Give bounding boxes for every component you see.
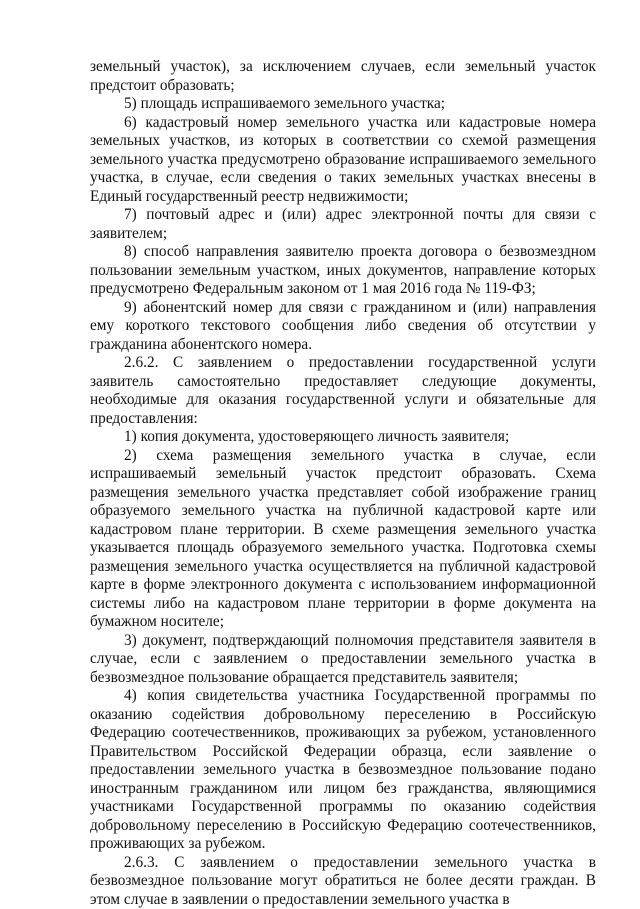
paragraph-doc-item-1: 1) копия документа, удостоверяющего личность заявителя;: [90, 428, 596, 447]
paragraph-section-2-6-2: 2.6.2. С заявлением о предоставлении государственной услуги заявитель самостоятельно предоставляет следующие документы, необходимые для оказания государственной услуги и обязательные для предоставления:: [90, 354, 596, 428]
paragraph-item-6: 6) кадастровый номер земельного участка или кадастровые номера земельных участков, из которых в соответствии со схемой размещения земельного участка предусмотрено образование испрашиваемого земельного участка, в случае, если сведения о таких земельных участках внесены в Единый государственный реестр недвижимости;: [90, 114, 596, 207]
paragraph-doc-item-3: 3) документ, подтверждающий полномочия представителя заявителя в случае, если с заявлением о предоставлении земельного участка в безвозмездное пользование обращается представитель заявителя;: [90, 632, 596, 688]
paragraph-item-9: 9) абонентский номер для связи с гражданином и (или) направления ему короткого текстового сообщения либо сведения об отсутствии у гражданина абонентского номера.: [90, 299, 596, 355]
paragraph-continuation: земельный участок), за исключением случаев, если земельный участок предстоит образовать;: [90, 58, 596, 95]
document-body: [90, 58, 596, 909]
paragraph-item-5: 5) площадь испрашиваемого земельного участка;: [90, 95, 596, 114]
paragraph-item-8: 8) способ направления заявителю проекта договора о безвозмездном пользовании земельным участком, иных документов, направление которых предусмотрено Федеральным законом от 1 мая 2016 года № 119-ФЗ;: [90, 243, 596, 299]
paragraph-doc-item-2: 2) схема размещения земельного участка в случае, если испрашиваемый земельный участок предстоит образовать. Схема размещения земельного участка представляет собой изображение границ образуемого земельного участка на публичной кадастровой карте или кадастровом плане территории. В схеме размещения земельного участка указывается площадь образуемого земельного участка. Подготовка схемы размещения земельного участка осуществляется на публичной кадастровой карте в форме электронного документа с использованием информационной системы либо на кадастровом плане территории в форме документа на бумажном носителе;: [90, 447, 596, 632]
paragraph-doc-item-4: 4) копия свидетельства участника Государственной программы по оказанию содействия добровольному переселению в Российскую Федерацию соотечественников, проживающих за рубежом, установленного Правительством Российской Федерации образца, если заявление о предоставлении земельного участка в безвозмездное пользование подано иностранным гражданином или лицом без гражданства, являющимися участниками Государственной программы по оказанию содействия добровольному переселению в Российскую Федерацию соотечественников, проживающих за рубежом.: [90, 687, 596, 854]
paragraph-section-2-6-3: 2.6.3. С заявлением о предоставлении земельного участка в безвозмездное пользование могут обратиться не более десяти граждан. В этом случае в заявлении о предоставлении земельного участка в: [90, 854, 596, 909]
paragraph-item-7: 7) почтовый адрес и (или) адрес электронной почты для связи с заявителем;: [90, 206, 596, 243]
